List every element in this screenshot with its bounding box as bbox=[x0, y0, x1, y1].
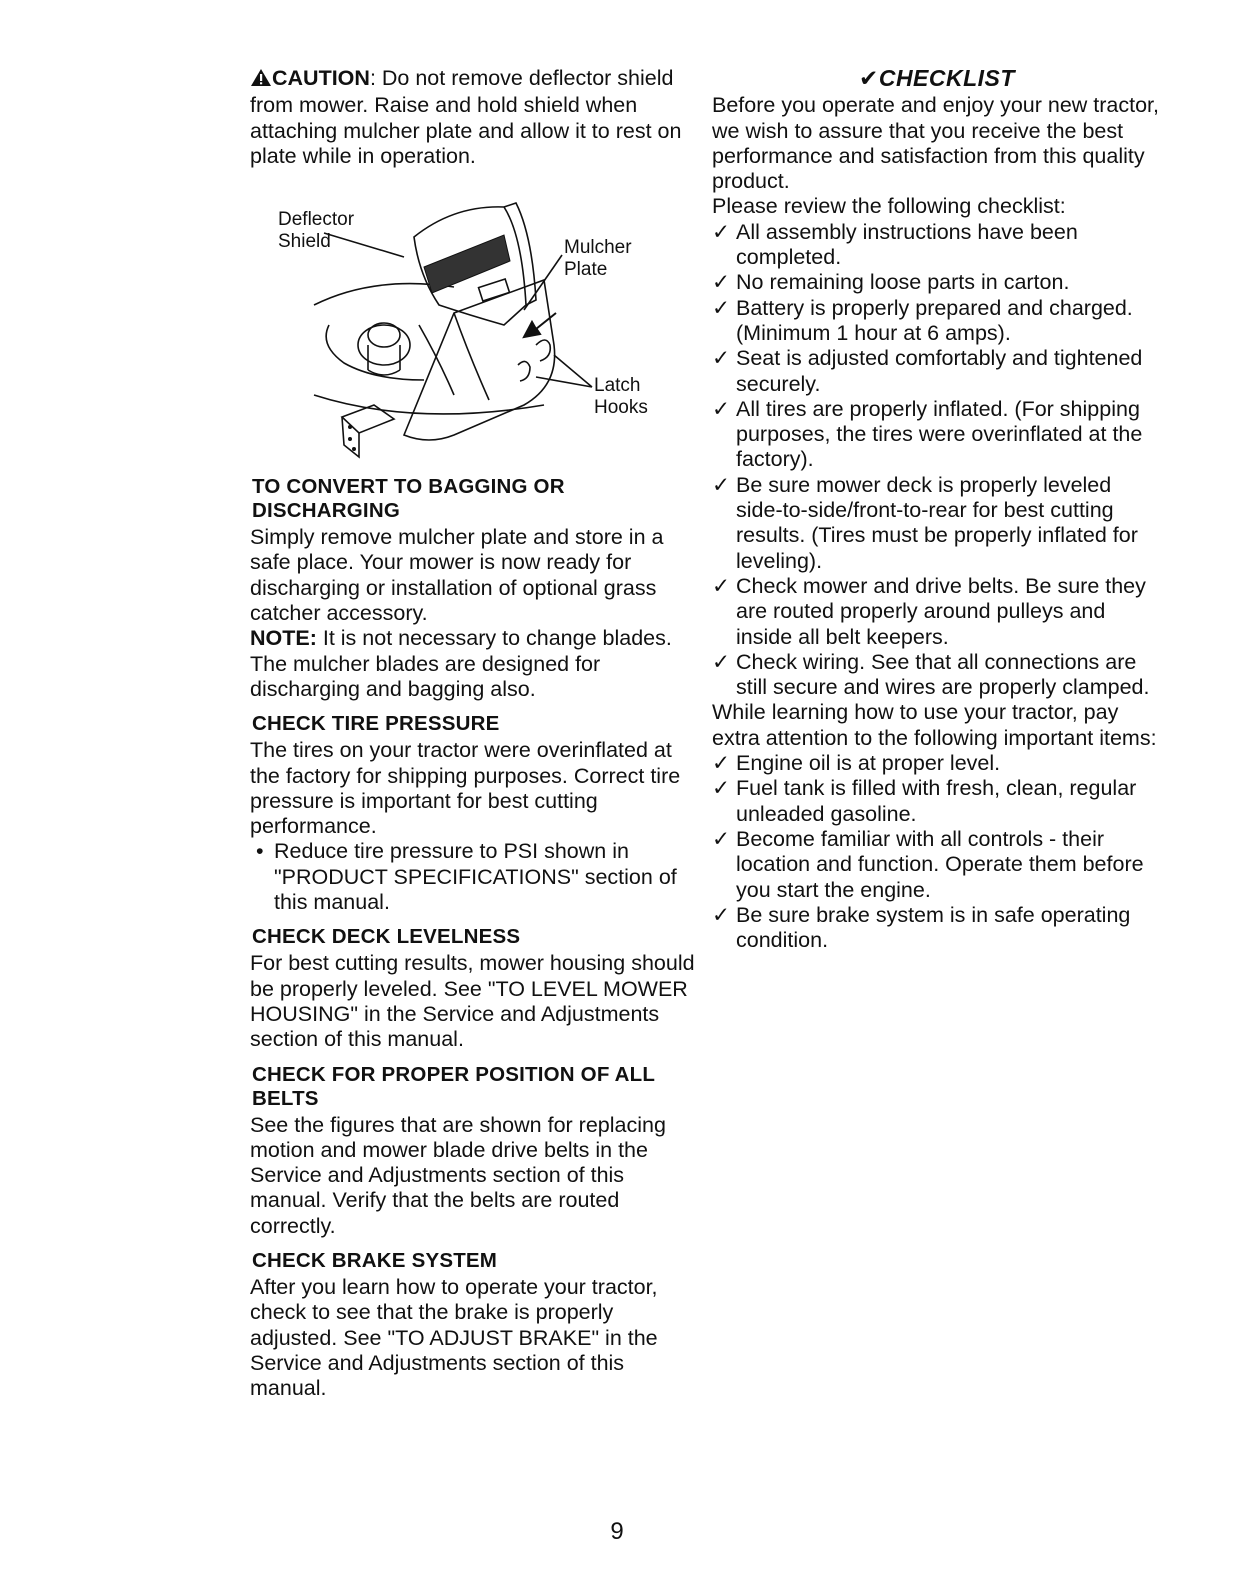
checklist-item-text: Be sure brake system is in safe operating condition. bbox=[736, 902, 1131, 953]
list-item bbox=[712, 650, 1162, 701]
checkmark-icon: ✓ bbox=[712, 472, 731, 497]
tire-heading: CHECK TIRE PRESSURE bbox=[252, 712, 500, 736]
checkmark-icon: ✓ bbox=[712, 270, 731, 295]
list-item bbox=[712, 473, 1162, 574]
note-text: It is not necessary to change blades. The mulcher blades are designed for discharging and bagging also. bbox=[250, 626, 672, 701]
checkmark-icon: ✓ bbox=[712, 396, 731, 421]
checkmark-icon: ✓ bbox=[712, 826, 731, 851]
bagging-heading: TO CONVERT TO BAGGING OR DISCHARGING bbox=[252, 475, 565, 523]
caution-text: : Do not remove deflector shield from mower. Raise and hold shield when attaching mulcher plate and allow it to rest on plate while in operation. bbox=[250, 66, 682, 168]
list-item bbox=[712, 574, 1162, 650]
checklist-items-important bbox=[712, 751, 1162, 953]
checkmark-icon: ✓ bbox=[712, 902, 731, 927]
checklist-title-text: CHECKLIST bbox=[878, 65, 1015, 91]
tire-text: The tires on your tractor were overinflated at the factory for shipping purposes. Correct tire pressure is important for best cutting performance. bbox=[250, 738, 681, 839]
checklist-review: Please review the following checklist: bbox=[712, 194, 1066, 219]
deflector-shield-label: Deflector Shield bbox=[278, 209, 355, 253]
checklist-intro: Before you operate and enjoy your new tractor, we wish to assure that you receive the best performance and satisfaction from this quality product. bbox=[712, 93, 1159, 194]
bagging-text: Simply remove mulcher plate and store in a safe place. Your mower is now ready for discharging or installation of optional grass catcher accessory. bbox=[250, 525, 664, 626]
checklist-item-text: All tires are properly inflated. (For shipping purposes, the tires were overinflated at the factory). bbox=[736, 396, 1143, 472]
checklist-title bbox=[712, 66, 1162, 91]
warning-triangle-icon bbox=[250, 68, 272, 93]
checklist-item-text: Check wiring. See that all connections are still secure and wires are properly clamped. bbox=[736, 649, 1150, 700]
checklist-item-text: Check mower and drive belts. Be sure they are routed properly around pulleys and inside all belt keepers. bbox=[736, 573, 1146, 649]
checkmark-icon: ✓ bbox=[712, 295, 731, 320]
deck-heading: CHECK DECK LEVELNESS bbox=[252, 925, 521, 949]
list-item bbox=[712, 751, 1162, 776]
list-item bbox=[712, 346, 1162, 397]
caution-paragraph bbox=[250, 66, 700, 169]
checklist-item-text: Seat is adjusted comfortably and tightened securely. bbox=[736, 346, 1143, 396]
checklist-item-text: Engine oil is at proper level. bbox=[736, 751, 1001, 776]
list-item bbox=[712, 827, 1162, 903]
mulcher-plate-label: Mulcher Plate bbox=[564, 237, 632, 281]
tire-bullet-list bbox=[250, 839, 700, 915]
checkmark-icon: ✓ bbox=[712, 346, 731, 371]
bullet-icon: • bbox=[256, 839, 264, 864]
list-item bbox=[712, 296, 1162, 347]
list-item bbox=[250, 839, 700, 915]
checkmark-icon: ✔ bbox=[859, 65, 879, 91]
list-item bbox=[712, 220, 1162, 271]
page-number: 9 bbox=[610, 1518, 624, 1545]
checkmark-icon: ✓ bbox=[712, 219, 731, 244]
belts-text: See the figures that are shown for replacing motion and mower blade drive belts in the Service and Adjustments section of this manual. Verify that the belts are routed correctly. bbox=[250, 1112, 666, 1238]
checklist-item-text: Battery is properly prepared and charged.(Minimum 1 hour at 6 amps). bbox=[736, 295, 1133, 345]
latch-hooks-label: Latch Hooks bbox=[594, 375, 648, 419]
left-column bbox=[250, 66, 700, 1402]
caution-label: CAUTION bbox=[272, 66, 370, 90]
mulcher-plate-figure bbox=[254, 195, 674, 465]
list-item bbox=[712, 397, 1162, 473]
checkmark-icon: ✓ bbox=[712, 776, 731, 801]
checklist-item-text: All assembly instructions have been completed. bbox=[736, 219, 1078, 270]
checklist-learning: While learning how to use your tractor, pay extra attention to the following important items: bbox=[712, 700, 1157, 750]
tire-bullet-text: Reduce tire pressure to PSI shown in "PRODUCT SPECIFICATIONS" section of this manual. bbox=[274, 839, 677, 915]
belts-heading: CHECK FOR PROPER POSITION OF ALL BELTS bbox=[252, 1062, 655, 1110]
checklist-items bbox=[712, 220, 1162, 701]
right-column bbox=[712, 66, 1162, 953]
bagging-note bbox=[250, 626, 700, 702]
checklist-item-text: Be sure mower deck is properly leveled side-to-side/front-to-rear for best cutting results. (Tires must be properly inflated for leveling). bbox=[736, 472, 1138, 573]
checkmark-icon: ✓ bbox=[712, 751, 731, 776]
note-label: NOTE: bbox=[250, 626, 317, 651]
deck-text: For best cutting results, mower housing should be properly leveled. See "TO LEVEL MOWER HOUSING" in the Service and Adjustments section of this manual. bbox=[250, 951, 695, 1052]
checklist-item-text: Fuel tank is filled with fresh, clean, regular unleaded gasoline. bbox=[736, 776, 1137, 826]
list-item bbox=[712, 903, 1162, 954]
checkmark-icon: ✓ bbox=[712, 649, 731, 674]
list-item bbox=[712, 776, 1162, 827]
brake-heading: CHECK BRAKE SYSTEM bbox=[252, 1249, 498, 1273]
checklist-item-text: No remaining loose parts in carton. bbox=[736, 270, 1070, 295]
checklist-item-text: Become familiar with all controls - their location and function. Operate them before you start the engine. bbox=[736, 826, 1144, 902]
list-item bbox=[712, 270, 1162, 295]
checkmark-icon: ✓ bbox=[712, 573, 731, 598]
brake-text: After you learn how to operate your tractor, check to see that the brake is properly adjusted. See "TO ADJUST BRAKE" in the Service and Adjustments section of this manual. bbox=[250, 1275, 658, 1401]
